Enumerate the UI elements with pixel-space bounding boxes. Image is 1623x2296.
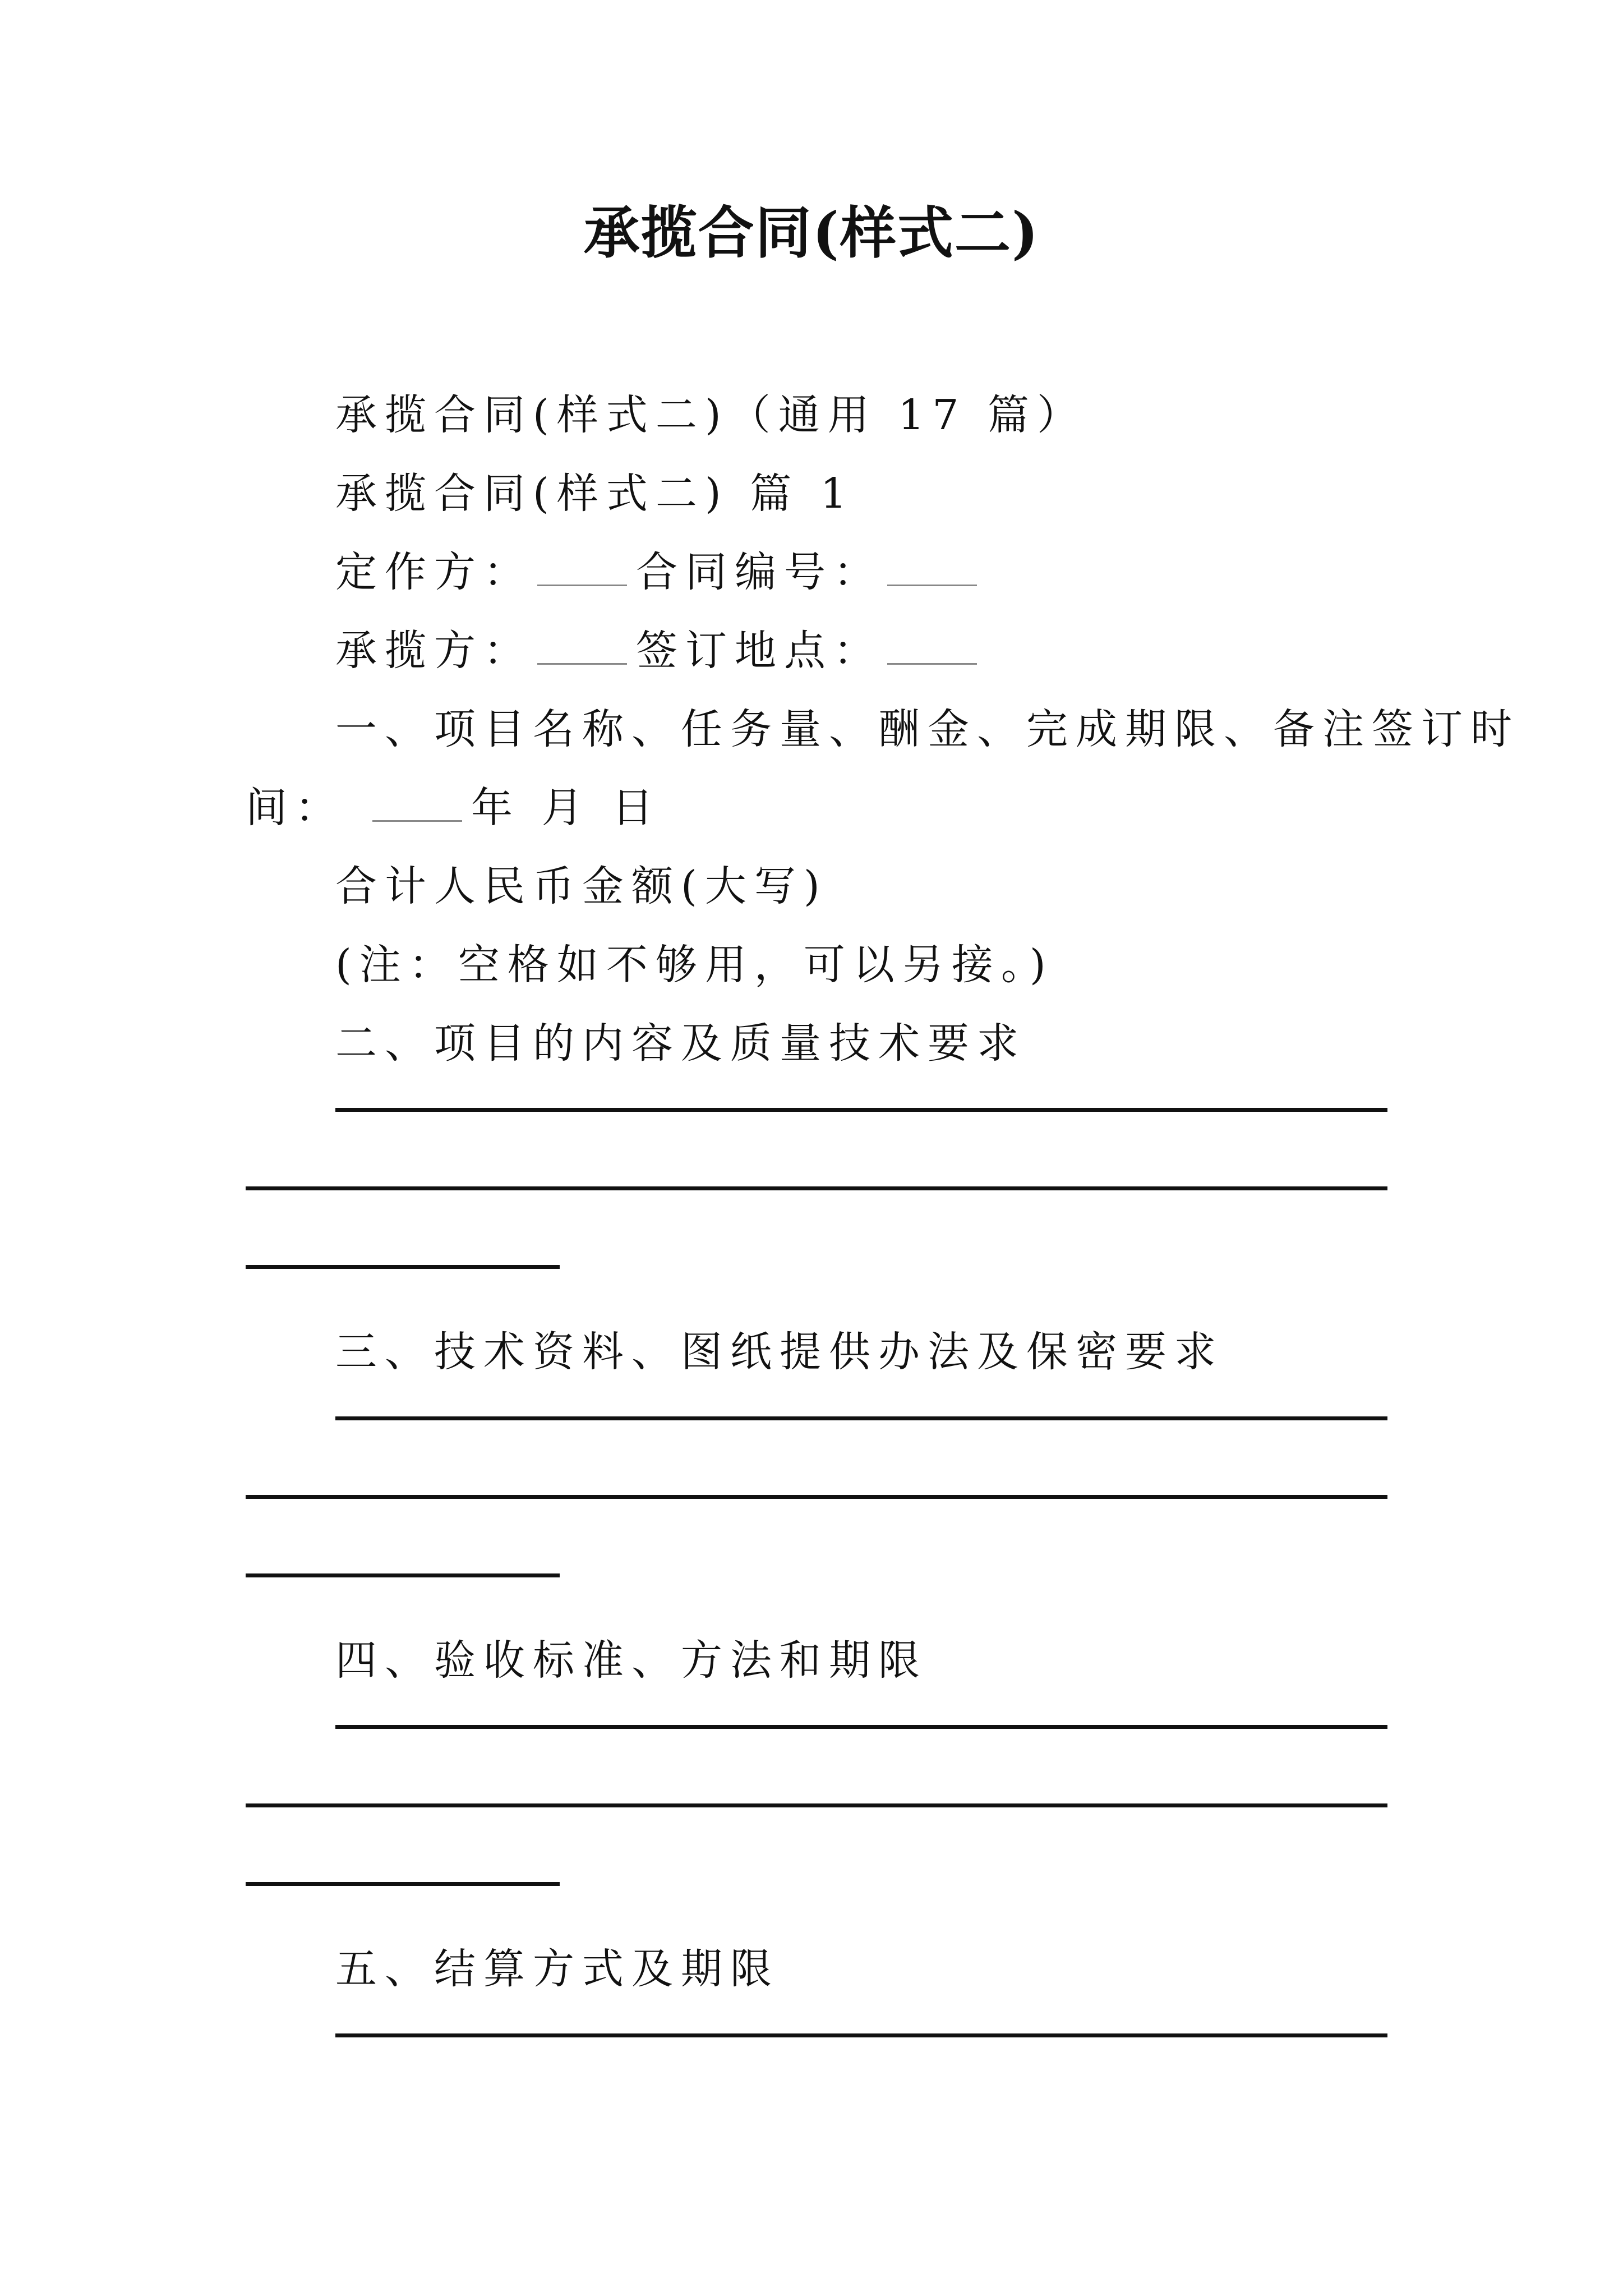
- party-a-label: 定作方：: [335, 548, 533, 596]
- party-b-blank: [537, 629, 627, 665]
- sign-place-blank: [887, 629, 977, 665]
- document-title: 承揽合同(样式二): [583, 200, 1040, 266]
- fill-rule: [335, 2033, 1387, 2037]
- fill-rule: [335, 1108, 1387, 1112]
- fill-rule: [335, 1725, 1387, 1729]
- party-row-b: [335, 620, 986, 682]
- item4-heading: 四、验收标准、方法和期限: [335, 1636, 928, 1685]
- sign-place-label: 签订地点：: [636, 627, 883, 675]
- document-subtitle: 承揽合同(样式二)（通用 17 篇）: [335, 391, 1086, 439]
- item5-heading: 五、结算方式及期限: [335, 1945, 780, 1993]
- item2-heading: 二、项目的内容及质量技术要求: [335, 1019, 1026, 1068]
- fill-rule: [246, 1882, 560, 1886]
- contract-no-blank: [887, 551, 977, 586]
- total-amount: 合计人民币金额(大写): [335, 862, 828, 910]
- item3-heading: 三、技术资料、图纸提供办法及保密要求: [335, 1328, 1224, 1376]
- fill-rule: [246, 1265, 560, 1269]
- item1-line2: [246, 777, 661, 839]
- contract-no-label: 合同编号：: [636, 548, 883, 596]
- item1-line1: 一、项目名称、任务量、酬金、完成期限、备注签订时: [335, 705, 1520, 753]
- item1-line2-suffix: 年 月 日: [471, 784, 662, 832]
- date-year-blank: [372, 786, 462, 822]
- fill-rule: [335, 1416, 1387, 1420]
- item1-line2-prefix: 间：: [246, 784, 344, 832]
- note: (注：空格如不够用，可以另接。): [335, 941, 1054, 989]
- fill-rule: [246, 1803, 1387, 1807]
- fill-rule: [246, 1186, 1387, 1190]
- party-row-a: [335, 541, 986, 603]
- fill-rule: [246, 1495, 1387, 1499]
- party-b-label: 承揽方：: [335, 627, 533, 675]
- party-a-blank: [537, 551, 627, 586]
- fill-rule: [246, 1573, 560, 1577]
- section-heading: 承揽合同(样式二) 篇 1: [335, 470, 855, 518]
